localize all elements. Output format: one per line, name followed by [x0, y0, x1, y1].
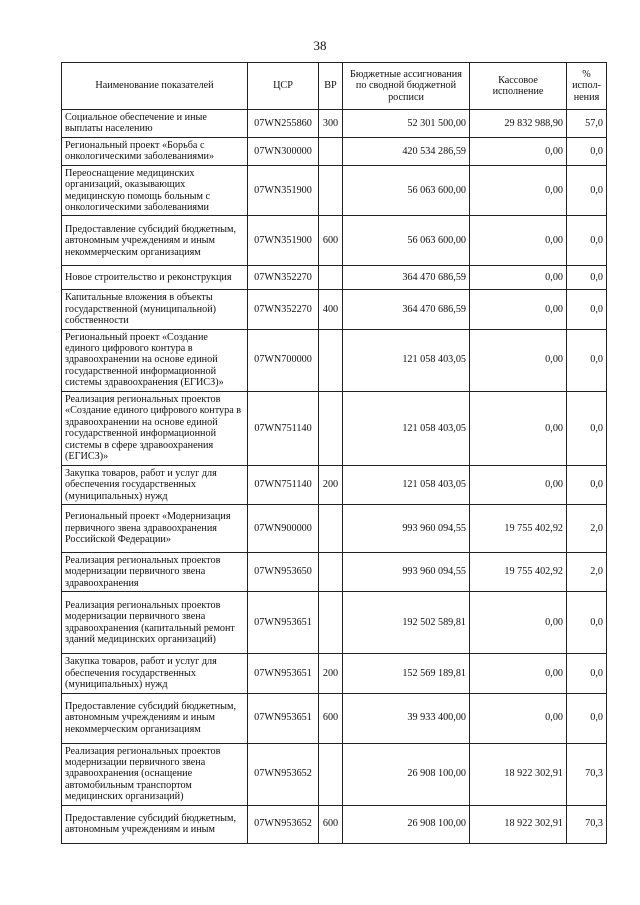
table-row	[62, 110, 607, 138]
row-csr-cell: 07WN751140	[248, 391, 319, 465]
row-vr-cell: 200	[319, 654, 343, 693]
row-pct-cell: 0,0	[567, 592, 607, 654]
row-name-cell: Капитальные вложения в объекты государственной (муниципальной) собственности	[62, 290, 248, 329]
row-name-cell: Социальное обеспечение и иные выплаты населению	[62, 110, 248, 138]
row-csr-cell: 07WN953651	[248, 592, 319, 654]
row-name-cell: Предоставление субсидий бюджетным, автономным учреждениям и иным	[62, 805, 248, 843]
row-csr-cell: 07WN953650	[248, 553, 319, 592]
row-cash-cell: 0,00	[470, 216, 567, 266]
row-pct-cell: 0,0	[567, 693, 607, 743]
row-cash-cell: 18 922 302,91	[470, 805, 567, 843]
row-name-cell: Региональный проект «Модернизация первичного звена здравоохранения Российской Федерации»	[62, 505, 248, 553]
row-csr-cell: 07WN953651	[248, 654, 319, 693]
row-name-cell: Региональный проект «Создание единого цифрового контура в здравоохранении на основе единой государственной информационной системы здравоохранения (ЕГИСЗ)»	[62, 329, 248, 391]
row-cash-cell: 0,00	[470, 654, 567, 693]
row-vr-cell	[319, 592, 343, 654]
row-name-cell: Закупка товаров, работ и услуг для обеспечения государственных (муниципальных) нужд	[62, 654, 248, 693]
row-cash-cell: 0,00	[470, 266, 567, 290]
row-cash-cell: 0,00	[470, 391, 567, 465]
row-cash-cell: 19 755 402,92	[470, 553, 567, 592]
row-cash-cell: 0,00	[470, 165, 567, 216]
row-vr-cell	[319, 165, 343, 216]
row-budget-cell: 993 960 094,55	[343, 505, 470, 553]
row-budget-cell: 52 301 500,00	[343, 110, 470, 138]
row-csr-cell: 07WN953652	[248, 743, 319, 805]
row-name-cell: Реализация региональных проектов модернизации первичного звена здравоохранения (оснащение автомобильным транспортом медицинских организаций)	[62, 743, 248, 805]
row-csr-cell: 07WN700000	[248, 329, 319, 391]
row-pct-cell: 0,0	[567, 329, 607, 391]
row-budget-cell: 364 470 686,59	[343, 266, 470, 290]
header-budget: Бюджетные ассигнования по сводной бюджетной росписи	[343, 63, 470, 110]
row-csr-cell: 07WN352270	[248, 266, 319, 290]
table-header-row	[62, 63, 607, 110]
row-csr-cell: 07WN751140	[248, 465, 319, 504]
row-budget-cell: 364 470 686,59	[343, 290, 470, 329]
header-pct: % испол-нения	[567, 63, 607, 110]
row-cash-cell: 0,00	[470, 137, 567, 165]
row-pct-cell: 0,0	[567, 391, 607, 465]
row-vr-cell: 600	[319, 805, 343, 843]
row-budget-cell: 152 569 189,81	[343, 654, 470, 693]
row-budget-cell: 121 058 403,05	[343, 391, 470, 465]
row-budget-cell: 121 058 403,05	[343, 329, 470, 391]
row-vr-cell	[319, 553, 343, 592]
row-vr-cell	[319, 391, 343, 465]
row-csr-cell: 07WN953652	[248, 805, 319, 843]
row-vr-cell: 200	[319, 465, 343, 504]
table-row	[62, 165, 607, 216]
row-csr-cell: 07WN900000	[248, 505, 319, 553]
row-cash-cell: 0,00	[470, 290, 567, 329]
row-name-cell: Реализация региональных проектов модернизации первичного звена здравоохранения (капитальный ремонт зданий медицинских организаций)	[62, 592, 248, 654]
row-name-cell: Региональный проект «Борьба с онкологическими заболеваниями»	[62, 137, 248, 165]
row-pct-cell: 0,0	[567, 465, 607, 504]
header-cash: Кассовое исполнение	[470, 63, 567, 110]
row-cash-cell: 0,00	[470, 592, 567, 654]
row-cash-cell: 19 755 402,92	[470, 505, 567, 553]
row-name-cell: Реализация региональных проектов модернизации первичного звена здравоохранения	[62, 553, 248, 592]
table-row	[62, 743, 607, 805]
page-number: 38	[313, 38, 327, 53]
row-pct-cell: 0,0	[567, 266, 607, 290]
table-row	[62, 465, 607, 504]
row-cash-cell: 29 832 988,90	[470, 110, 567, 138]
row-budget-cell: 993 960 094,55	[343, 553, 470, 592]
table-row	[62, 216, 607, 266]
row-vr-cell: 400	[319, 290, 343, 329]
row-budget-cell: 121 058 403,05	[343, 465, 470, 504]
table-row	[62, 329, 607, 391]
row-pct-cell: 2,0	[567, 505, 607, 553]
row-name-cell: Новое строительство и реконструкция	[62, 266, 248, 290]
header-csr: ЦСР	[248, 63, 319, 110]
row-csr-cell: 07WN351900	[248, 165, 319, 216]
table-row	[62, 654, 607, 693]
row-pct-cell: 70,3	[567, 805, 607, 843]
row-csr-cell: 07WN953651	[248, 693, 319, 743]
row-csr-cell: 07WN300000	[248, 137, 319, 165]
row-vr-cell	[319, 505, 343, 553]
row-vr-cell: 600	[319, 216, 343, 266]
row-cash-cell: 0,00	[470, 465, 567, 504]
table-row	[62, 391, 607, 465]
row-vr-cell	[319, 266, 343, 290]
row-csr-cell: 07WN255860	[248, 110, 319, 138]
table-row	[62, 290, 607, 329]
row-vr-cell: 300	[319, 110, 343, 138]
table-row	[62, 805, 607, 843]
row-pct-cell: 0,0	[567, 165, 607, 216]
row-budget-cell: 26 908 100,00	[343, 743, 470, 805]
table-row	[62, 553, 607, 592]
budget-execution-table	[61, 62, 607, 844]
table-row	[62, 505, 607, 553]
row-budget-cell: 39 933 400,00	[343, 693, 470, 743]
row-budget-cell: 192 502 589,81	[343, 592, 470, 654]
table-row	[62, 137, 607, 165]
row-csr-cell: 07WN352270	[248, 290, 319, 329]
row-vr-cell	[319, 743, 343, 805]
row-vr-cell	[319, 329, 343, 391]
row-budget-cell: 420 534 286,59	[343, 137, 470, 165]
row-name-cell: Закупка товаров, работ и услуг для обеспечения государственных (муниципальных) нужд	[62, 465, 248, 504]
row-vr-cell	[319, 137, 343, 165]
row-pct-cell: 2,0	[567, 553, 607, 592]
row-name-cell: Предоставление субсидий бюджетным, автономным учреждениям и иным некоммерческим организациям	[62, 693, 248, 743]
row-csr-cell: 07WN351900	[248, 216, 319, 266]
table-row	[62, 266, 607, 290]
row-budget-cell: 56 063 600,00	[343, 165, 470, 216]
row-pct-cell: 70,3	[567, 743, 607, 805]
row-pct-cell: 0,0	[567, 654, 607, 693]
header-name: Наименование показателей	[62, 63, 248, 110]
row-pct-cell: 0,0	[567, 137, 607, 165]
row-name-cell: Реализация региональных проектов «Создание единого цифрового контура в здравоохранении на основе единой государственной информационной системы в сфере здравоохранения (ЕГИСЗ)»	[62, 391, 248, 465]
row-cash-cell: 0,00	[470, 693, 567, 743]
table-row	[62, 592, 607, 654]
row-name-cell: Переоснащение медицинских организаций, оказывающих медицинскую помощь больным с онкологическими заболеваниями	[62, 165, 248, 216]
row-pct-cell: 0,0	[567, 216, 607, 266]
row-vr-cell: 600	[319, 693, 343, 743]
header-vr: ВР	[319, 63, 343, 110]
table-row	[62, 693, 607, 743]
row-budget-cell: 56 063 600,00	[343, 216, 470, 266]
row-budget-cell: 26 908 100,00	[343, 805, 470, 843]
row-pct-cell: 57,0	[567, 110, 607, 138]
row-cash-cell: 18 922 302,91	[470, 743, 567, 805]
row-cash-cell: 0,00	[470, 329, 567, 391]
row-pct-cell: 0,0	[567, 290, 607, 329]
row-name-cell: Предоставление субсидий бюджетным, автономным учреждениям и иным некоммерческим организациям	[62, 216, 248, 266]
